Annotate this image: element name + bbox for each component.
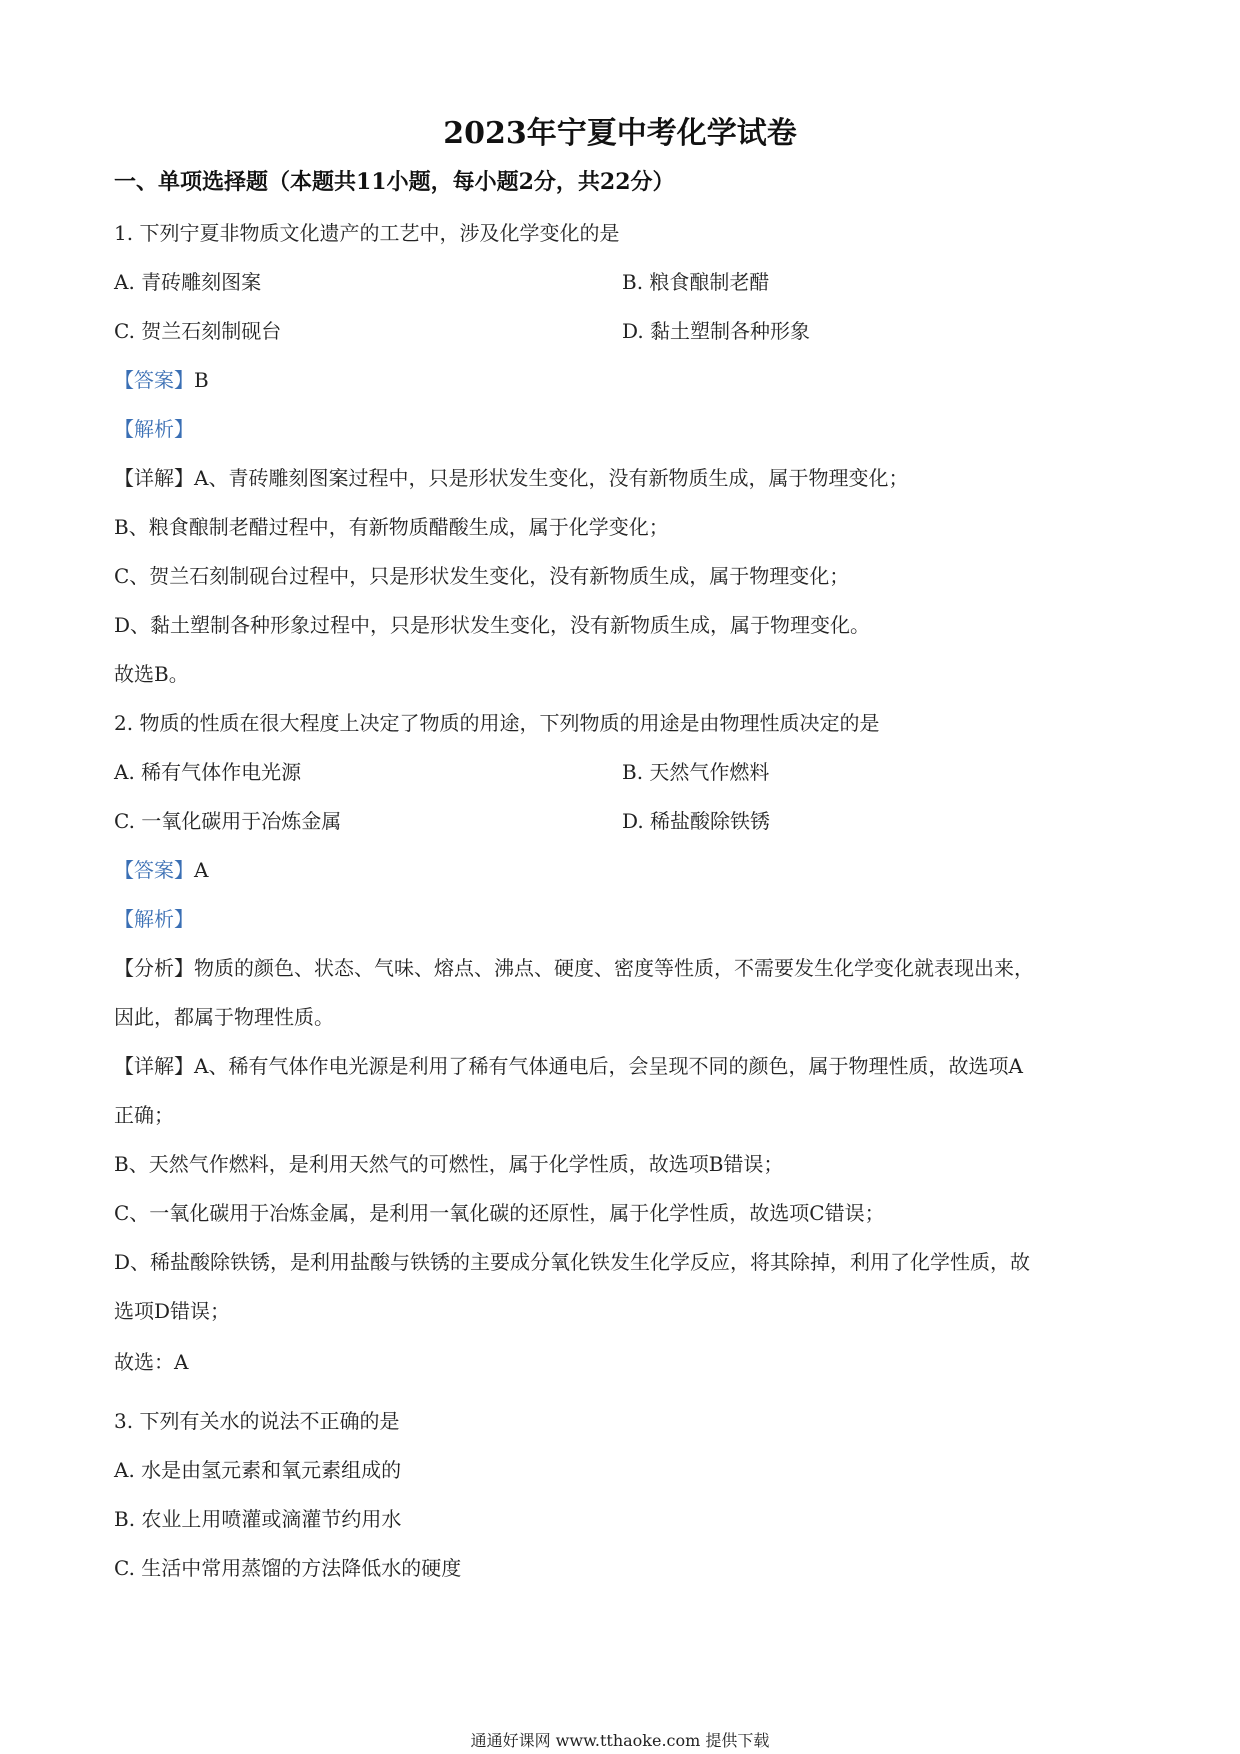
page-footer: 通通好课网 www.tthaoke.com 提供下载 [470, 1731, 770, 1750]
q2-analysis-tag: 【解析】 [114, 907, 194, 931]
q2-detail-3: C、一氧化碳用于冶炼金属，是利用一氧化碳的还原性，属于化学性质，故选项C错误； [114, 1201, 885, 1225]
section-heading: 一、单项选择题（本题共11小题，每小题2分，共22分） [114, 169, 675, 195]
q2-detail-4: D、稀盐酸除铁锈，是利用盐酸与铁锈的主要成分氧化铁发生化学反应，将其除掉，利用了化学性质，故 [114, 1250, 1031, 1274]
q2-option-c: C. 一氧化碳用于冶炼金属 [114, 809, 342, 833]
q1-detail-text-1: A、青砖雕刻图案过程中，只是形状发生变化，没有新物质生成，属于物理变化； [194, 466, 909, 490]
q3-option-b: B. 农业上用喷灌或滴灌节约用水 [114, 1507, 402, 1531]
q2-fenxi-text-1: 物质的颜色、状态、气味、熔点、沸点、硬度、密度等性质，不需要发生化学变化就表现出来， [194, 956, 1034, 980]
q2-option-b: B. 天然气作燃料 [622, 760, 770, 784]
detail-tag: 【详解】 [114, 466, 194, 490]
q2-detail-1 [114, 1052, 1124, 1080]
q2-answer-value: A [194, 858, 209, 882]
q1-answer-line [114, 366, 1124, 394]
detail-tag: 【详解】 [114, 1054, 194, 1078]
q2-option-d: D. 稀盐酸除铁锈 [622, 809, 771, 833]
answer-tag: 【答案】 [114, 858, 194, 882]
q2-option-a: A. 稀有气体作电光源 [114, 760, 302, 784]
q1-detail-4: D、黏土塑制各种形象过程中，只是形状发生变化，没有新物质生成，属于物理变化。 [114, 613, 871, 637]
q1-option-c: C. 贺兰石刻制砚台 [114, 319, 282, 343]
q1-option-d: D. 黏土塑制各种形象 [622, 319, 811, 343]
q2-detail-2: B、天然气作燃料，是利用天然气的可燃性，属于化学性质，故选项B错误； [114, 1152, 784, 1176]
q3-option-a: A. 水是由氢元素和氧元素组成的 [114, 1458, 402, 1482]
q2-conclusion: 故选：A [114, 1350, 189, 1374]
q2-detail-4b: 选项D错误； [114, 1299, 231, 1323]
q2-fenxi-2: 因此，都属于物理性质。 [114, 1005, 334, 1029]
q3-option-c: C. 生活中常用蒸馏的方法降低水的硬度 [114, 1556, 462, 1580]
q1-answer-value: B [194, 368, 209, 392]
q2-fenxi-1 [114, 954, 1124, 982]
q2-stem: 2. 物质的性质在很大程度上决定了物质的用途，下列物质的用途是由物理性质决定的是 [114, 711, 880, 735]
q1-detail-2: B、粮食酿制老醋过程中，有新物质醋酸生成，属于化学变化； [114, 515, 669, 539]
q1-detail-1 [114, 464, 1124, 492]
q3-stem: 3. 下列有关水的说法不正确的是 [114, 1409, 400, 1433]
fenxi-tag: 【分析】 [114, 956, 194, 980]
q1-stem: 1. 下列宁夏非物质文化遗产的工艺中，涉及化学变化的是 [114, 221, 620, 245]
q1-option-b: B. 粮食酿制老醋 [622, 270, 770, 294]
q1-analysis-tag: 【解析】 [114, 417, 194, 441]
q1-option-a: A. 青砖雕刻图案 [114, 270, 262, 294]
q2-detail-text-1: A、稀有气体作电光源是利用了稀有气体通电后，会呈现不同的颜色，属于物理性质，故选项A [194, 1054, 1023, 1078]
q2-detail-1b: 正确； [114, 1103, 174, 1127]
q1-conclusion: 故选B。 [114, 662, 189, 686]
q1-detail-3: C、贺兰石刻制砚台过程中，只是形状发生变化，没有新物质生成，属于物理变化； [114, 564, 850, 588]
answer-tag: 【答案】 [114, 368, 194, 392]
exam-title: 2023年宁夏中考化学试卷 [443, 116, 797, 151]
q2-answer-line [114, 856, 1124, 884]
